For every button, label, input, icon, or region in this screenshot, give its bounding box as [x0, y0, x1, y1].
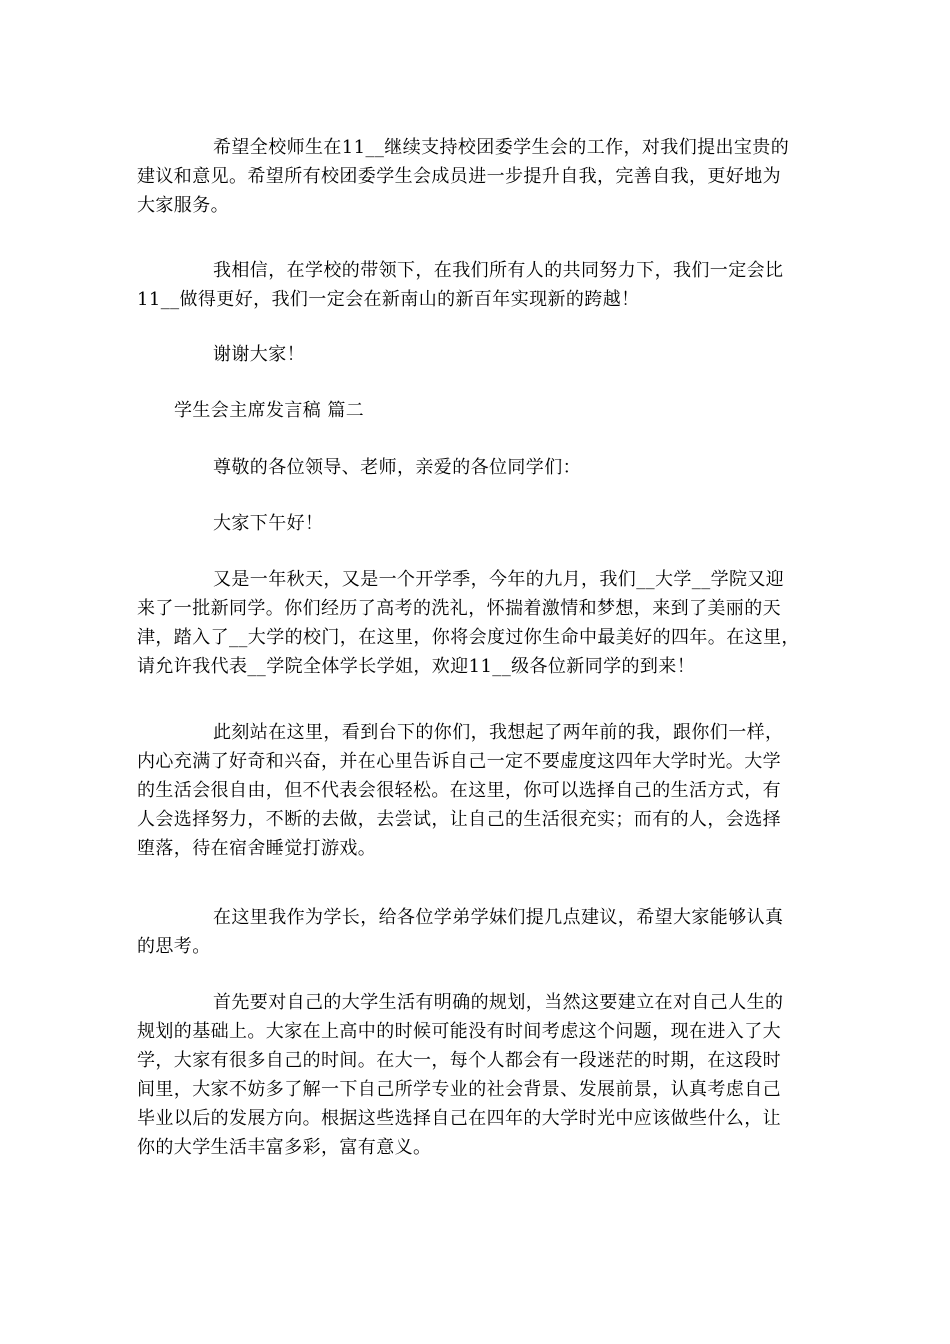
- text-line: 请允许我代表__学院全体学长学姐，欢迎11__级各位新同学的到来！: [137, 656, 696, 677]
- paragraph-planning: [137, 988, 817, 1162]
- text-line: 津，踏入了__大学的校门，在这里，你将会度过你生命中最美好的四年。在这里，: [137, 627, 800, 648]
- text-line: 此刻站在这里，看到台下的你们，我想起了两年前的我，跟你们一样，: [213, 722, 784, 743]
- text-line: 首先要对自己的大学生活有明确的规划，当然这要建立在对自己人生的: [213, 992, 784, 1013]
- text-line: 大家服务。: [137, 195, 229, 216]
- text-line: 毕业以后的发展方向。根据这些选择自己在四年的大学时光中应该做些什么，让: [137, 1108, 781, 1129]
- text-line: 规划的基础上。大家在上高中的时候可能没有时间考虑这个问题，现在进入了大: [137, 1021, 781, 1042]
- text-line: 内心充满了好奇和兴奋，并在心里告诉自己一定不要虚度这四年大学时光。大学: [137, 751, 781, 772]
- text-line: 在这里我作为学长，给各位学弟学妹们提几点建议，希望大家能够认真: [213, 907, 784, 928]
- text-line: 又是一年秋天，又是一个开学季，今年的九月，我们__大学__学院又迎: [213, 569, 785, 590]
- text-line: 堕落，待在宿舍睡觉打游戏。: [137, 838, 377, 859]
- text-line: 你的大学生活丰富多彩，富有意义。: [137, 1137, 432, 1158]
- paragraph-memory: [137, 718, 817, 863]
- paragraph-thanks: [137, 340, 817, 369]
- text-line: 谢谢大家！: [213, 344, 305, 365]
- text-line: 的思考。: [137, 936, 211, 957]
- section-heading: 学生会主席发言稿 篇二: [174, 400, 365, 421]
- text-line: 学，大家有很多自己的时间。在大一，每个人都会有一段迷茫的时期，在这段时: [137, 1050, 781, 1071]
- paragraph-greeting: [137, 509, 817, 538]
- text-line: 尊敬的各位领导、老师，亲爱的各位同学们：: [213, 457, 581, 478]
- text-line: 11__做得更好，我们一定会在新南山的新百年实现新的跨越！: [137, 289, 640, 310]
- text-line: 大家下午好！: [213, 513, 324, 534]
- text-line: 建议和意见。希望所有校团委学生会成员进一步提升自我，完善自我，更好地为: [137, 166, 781, 187]
- text-line: 我相信，在学校的带领下，在我们所有人的共同努力下，我们一定会比: [213, 260, 784, 281]
- text-line: 的生活会很自由，但不代表会很轻松。在这里，你可以选择自己的生活方式，有: [137, 780, 781, 801]
- paragraph-salutation: [137, 453, 817, 482]
- text-line: 间里，大家不妨多了解一下自己所学专业的社会背景、发展前景，认真考虑自己: [137, 1079, 781, 1100]
- text-line: 来了一批新同学。你们经历了高考的洗礼，怀揣着激情和梦想，来到了美丽的天: [137, 598, 781, 619]
- paragraph-hope: [137, 133, 817, 220]
- paragraph-advice: [137, 903, 817, 961]
- text-line: 人会选择努力，不断的去做，去尝试，让自己的生活很充实；而有的人，会选择: [137, 809, 781, 830]
- text-line: 希望全校师生在11__继续支持校团委学生会的工作，对我们提出宝贵的: [213, 137, 790, 158]
- paragraph-welcome: [137, 565, 817, 681]
- paragraph-belief: [137, 256, 817, 314]
